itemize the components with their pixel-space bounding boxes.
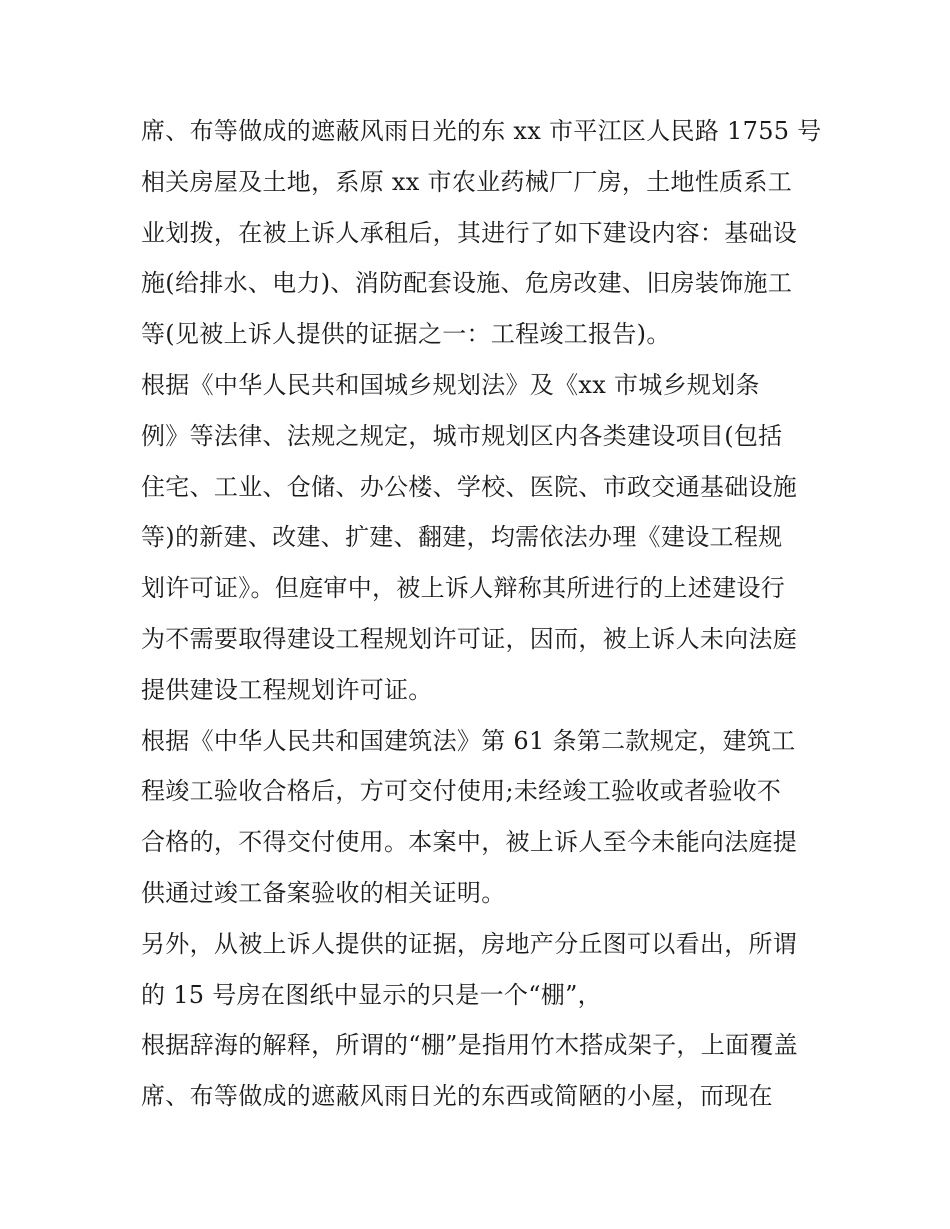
- text-line: 根据《中华人民共和国建筑法》第 61 条第二款规定，建筑工: [141, 726, 796, 755]
- text-line: 根据《中华人民共和国城乡规划法》及《xx 市城乡规划条: [141, 370, 760, 399]
- text-line: 席、布等做成的遮蔽风雨日光的东 xx 市平江区人民路 1755 号: [141, 117, 822, 145]
- text-line: 另外，从被上诉人提供的证据，房地产分丘图可以看出，所谓: [141, 929, 798, 958]
- text-line: 根据辞海的解释，所谓的“棚”是指用竹木搭成架子，上面覆盖: [141, 1031, 798, 1060]
- text-line: 合格的，不得交付使用。本案中，被上诉人至今未能向法庭提: [141, 828, 798, 857]
- text-line: 业划拨，在被上诉人承租后，其进行了如下建设内容：基础设: [141, 218, 798, 247]
- text-line: 等(见被上诉人提供的证据之一：工程竣工报告)。: [141, 320, 671, 349]
- text-line: 程竣工验收合格后，方可交付使用;未经竣工验收或者验收不: [141, 777, 782, 806]
- text-line: 为不需要取得建设工程规划许可证，因而，被上诉人未向法庭: [141, 624, 798, 653]
- text-line: 相关房屋及土地，系原 xx 市农业药械厂厂房，土地性质系工: [141, 167, 793, 196]
- text-line: 供通过竣工备案验收的相关证明。: [141, 878, 506, 907]
- text-line: 提供建设工程规划许可证。: [141, 675, 433, 704]
- text-line: 住宅、工业、仓储、办公楼、学校、医院、市政交通基础设施: [141, 472, 798, 501]
- text-line: 等)的新建、改建、扩建、翻建，均需依法办理《建设工程规: [141, 523, 783, 552]
- text-line: 划许可证》。但庭审中，被上诉人辩称其所进行的上述建设行: [141, 574, 786, 603]
- text-line: 施(给排水、电力)、消防配套设施、危房改建、旧房装饰施工: [141, 269, 793, 298]
- text-line: 席、布等做成的遮蔽风雨日光的东西或简陋的小屋，而现在: [141, 1082, 773, 1111]
- text-line: 例》等法律、法规之规定，城市规划区内各类建设项目(包括: [141, 421, 783, 450]
- text-line: 的 15 号房在图纸中显示的只是一个“棚”，: [141, 980, 602, 1009]
- document-body: [141, 106, 821, 1122]
